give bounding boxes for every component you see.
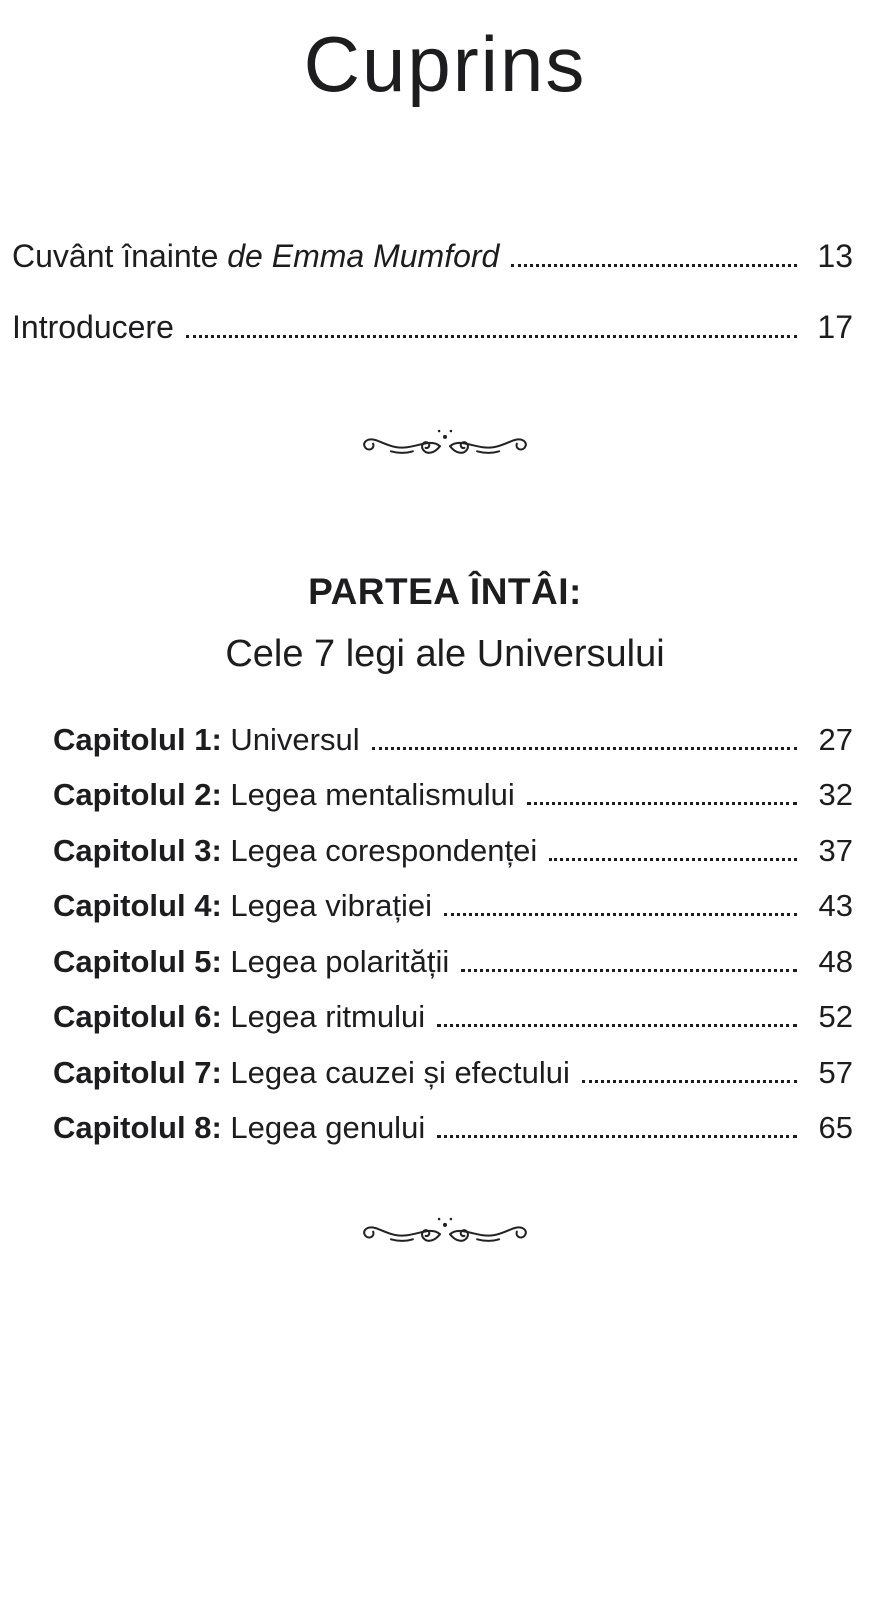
entry-text	[12, 238, 499, 275]
page-number: 65	[818, 1110, 853, 1146]
part-heading: PARTEA ÎNTÂI:	[308, 570, 582, 612]
chapter-label: Capitolul 3:	[53, 832, 222, 868]
chapter-title: Legea polarității	[230, 943, 450, 979]
page-number: 27	[818, 721, 853, 757]
page-number: 13	[817, 237, 853, 274]
page-number: 48	[818, 943, 853, 979]
chapter-title: Legea cauzei și efectului	[230, 1054, 570, 1090]
dot-leader	[549, 858, 797, 861]
chapter-title: Legea genului	[230, 1110, 426, 1146]
page-number: 17	[817, 308, 853, 345]
toc-entry-chapter-5[interactable]	[53, 944, 853, 1000]
flourish-divider-icon	[0, 1210, 890, 1255]
entry-label: Introducere	[12, 308, 174, 345]
front-matter-list	[12, 238, 853, 346]
dot-leader	[461, 969, 797, 972]
chapter-label: Capitolul 1:	[53, 721, 222, 757]
entry-author: de Emma Mumford	[227, 237, 500, 274]
chapter-title: Legea mentalismului	[230, 777, 515, 813]
toc-entry-foreword[interactable]	[12, 238, 853, 275]
toc-entry-chapter-8[interactable]	[53, 1110, 853, 1166]
toc-entry-chapter-1[interactable]	[53, 722, 853, 778]
dot-leader	[372, 747, 797, 750]
toc-entry-chapter-4[interactable]	[53, 888, 853, 944]
entry-text	[53, 1110, 425, 1146]
dot-leader	[186, 335, 797, 338]
page-number: 37	[818, 832, 853, 868]
toc-entry-introduction[interactable]	[12, 309, 853, 346]
entry-label: Cuvânt înainte	[12, 237, 219, 274]
entry-text	[53, 722, 360, 758]
page-title: Cuprins	[303, 20, 587, 108]
entry-text	[12, 309, 174, 346]
entry-text	[53, 888, 432, 924]
chapter-title: Legea ritmului	[230, 999, 426, 1035]
chapter-title: Universul	[230, 721, 360, 757]
chapter-list	[53, 722, 853, 1166]
chapter-label: Capitolul 5:	[53, 943, 222, 979]
page-number: 32	[818, 777, 853, 813]
toc-entry-chapter-2[interactable]	[53, 777, 853, 833]
chapter-title: Legea corespondenței	[230, 832, 538, 868]
chapter-label: Capitolul 8:	[53, 1110, 222, 1146]
page-number: 43	[818, 888, 853, 924]
entry-text	[53, 1055, 570, 1091]
toc-entry-chapter-7[interactable]	[53, 1055, 853, 1111]
dot-leader	[437, 1135, 797, 1138]
chapter-label: Capitolul 4:	[53, 888, 222, 924]
chapter-title: Legea vibrației	[230, 888, 433, 924]
dot-leader	[527, 802, 797, 805]
entry-text	[53, 999, 425, 1035]
chapter-label: Capitolul 2:	[53, 777, 222, 813]
chapter-label: Capitolul 6:	[53, 999, 222, 1035]
entry-text	[53, 833, 537, 869]
entry-text	[53, 777, 515, 813]
dot-leader	[582, 1080, 797, 1083]
dot-leader	[437, 1024, 797, 1027]
flourish-divider-icon	[0, 422, 890, 467]
entry-text	[53, 944, 449, 980]
chapter-label: Capitolul 7:	[53, 1054, 222, 1090]
page-number: 52	[818, 999, 853, 1035]
page-number: 57	[818, 1054, 853, 1090]
toc-entry-chapter-3[interactable]	[53, 833, 853, 889]
dot-leader	[444, 913, 797, 916]
part-subheading: Cele 7 legi ale Universului	[225, 632, 665, 675]
toc-entry-chapter-6[interactable]	[53, 999, 853, 1055]
dot-leader	[511, 264, 797, 267]
